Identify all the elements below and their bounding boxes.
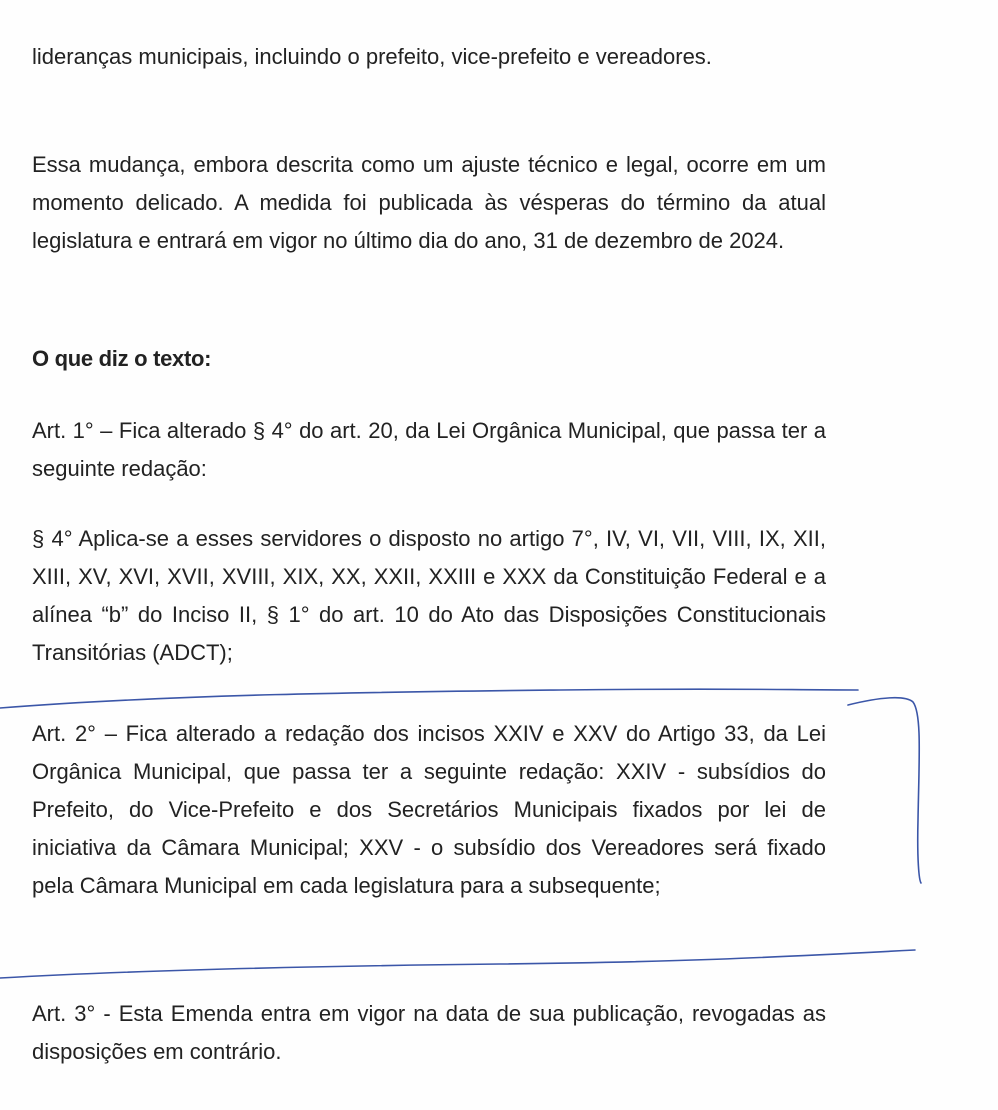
section-heading: O que diz o texto: — [32, 346, 212, 371]
paragraph-4: § 4° Aplica-se a esses servidores o disposto no artigo 7°, IV, VI, VII, VIII, IX, XII, XIII, XV, XVI, XVII, XVIII, XIX, XX, XXII, XXIII e XXX da Constituição Federal e a alínea “b” do Inciso II, § 1° do art. 10 do Ato das Disposições Constitucionais Transitórias (ADCT); — [32, 526, 826, 665]
pen-underline-top — [0, 689, 858, 708]
article-1: Art. 1° – Fica alterado § 4° do art. 20, da Lei Orgânica Municipal, que passa ter a seguinte redação: — [32, 418, 826, 481]
article-2: Art. 2° – Fica alterado a redação dos incisos XXIV e XXV do Artigo 33, da Lei Orgânica Municipal, que passa ter a seguinte redação: XXIV - subsídios do Prefeito, do Vice-Prefeito e dos Secretários Municipais fixados por lei de iniciativa da Câmara Municipal; XXV - o subsídio dos Vereadores será fixado pela Câmara Municipal em cada legislatura para a subsequente; — [32, 721, 826, 898]
pen-underline-bottom — [0, 950, 915, 978]
article-3: Art. 3° - Esta Emenda entra em vigor na data de sua publicação, revogadas as disposições em contrário. — [32, 1001, 826, 1064]
paragraph-mudanca: Essa mudança, embora descrita como um ajuste técnico e legal, ocorre em um momento delicado. A medida foi publicada às vésperas do término da atual legislatura e entrará em vigor no último dia do ano, 31 de dezembro de 2024. — [32, 152, 826, 253]
paragraph-lideres: lideranças municipais, incluindo o prefeito, vice-prefeito e vereadores. — [32, 44, 712, 69]
pen-bracket-right — [848, 698, 921, 883]
